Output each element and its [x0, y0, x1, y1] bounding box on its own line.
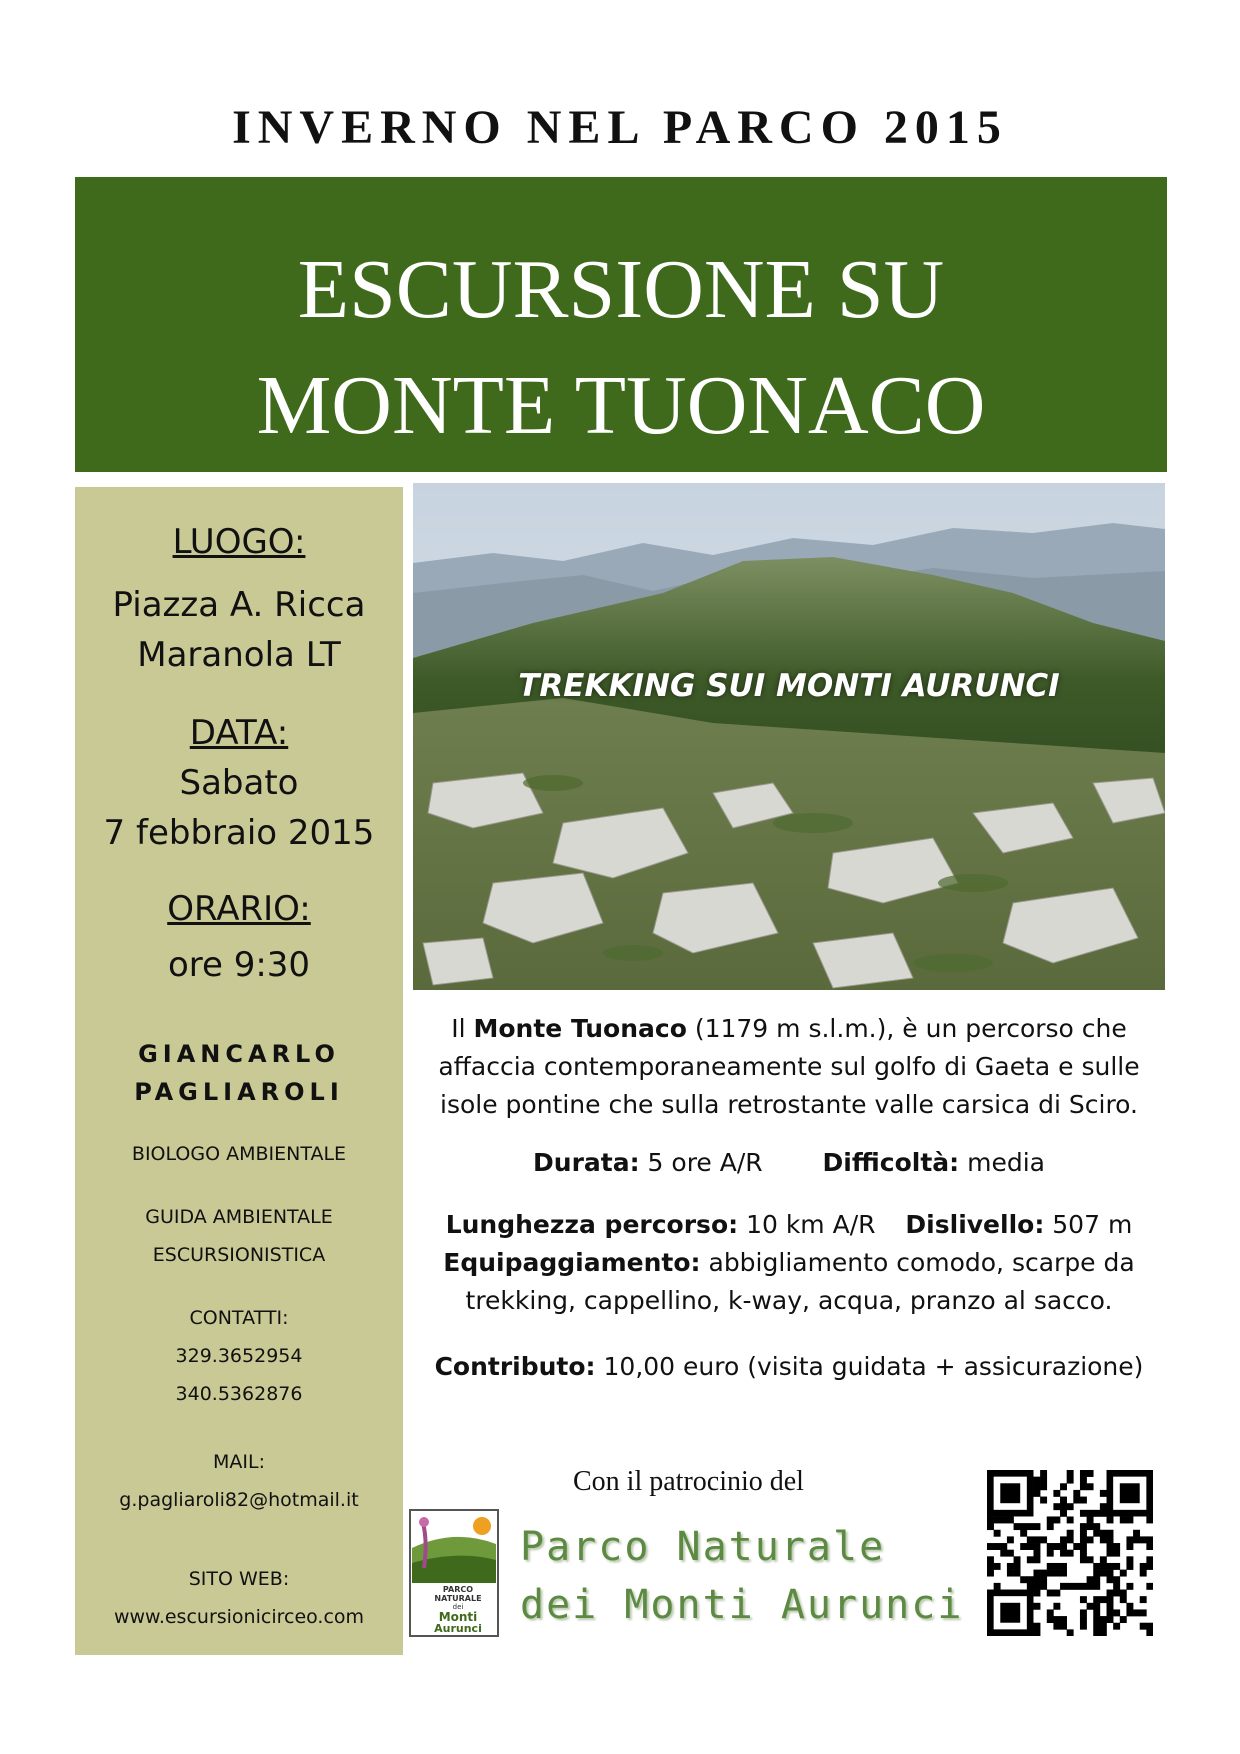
lunghezza-label: Lunghezza percorso:	[445, 1210, 739, 1239]
contributo-value: 10,00 euro (visita guidata + assicurazione)	[595, 1352, 1144, 1381]
park-logo-icon	[408, 1508, 500, 1638]
guide-name-line2: PAGLIAROLI	[134, 1078, 344, 1106]
phone-1[interactable]: 329.3652954	[175, 1345, 303, 1367]
qr-code-icon	[987, 1470, 1153, 1636]
orario-value: ore 9:30	[167, 945, 311, 985]
landscape-photo	[413, 483, 1165, 990]
difficolta-label: Difficoltà:	[822, 1148, 960, 1177]
dislivello-value: 507 m	[1044, 1210, 1133, 1239]
equipaggiamento-label: Equipaggiamento:	[443, 1248, 701, 1277]
mail-block	[75, 1443, 403, 1519]
web-block	[75, 1560, 403, 1636]
park-name	[520, 1518, 963, 1634]
contributo-line	[413, 1352, 1165, 1381]
data-label: DATA:	[189, 713, 289, 753]
photo-caption: TREKKING SUI MONTI AURUNCI	[518, 668, 1060, 704]
intro-line1: Il Monte Tuonaco (1179 m s.l.m.), è un percorso che	[451, 1014, 1127, 1043]
orario-label: ORARIO:	[167, 889, 311, 929]
top-title: INVERNO NEL PARCO 2015	[232, 101, 1008, 154]
logo-line2: NATURALE	[434, 1594, 482, 1603]
mail-link[interactable]: g.pagliaroli82@hotmail.it	[119, 1489, 359, 1511]
phone-2[interactable]: 340.5362876	[175, 1383, 303, 1405]
dislivello-label: Dislivello:	[905, 1210, 1045, 1239]
luogo-value	[75, 580, 403, 680]
data-line1: Sabato	[179, 763, 299, 803]
guide-name-line1: GIANCARLO	[138, 1040, 340, 1068]
web-label: SITO WEB:	[188, 1568, 290, 1590]
equipaggiamento-line2: trekking, cappellino, k-way, acqua, pranzo al sacco.	[465, 1286, 1113, 1315]
role-guida-line1: GUIDA AMBIENTALE	[145, 1206, 333, 1228]
contatti-label: CONTATTI:	[189, 1307, 289, 1329]
mail-label: MAIL:	[213, 1451, 265, 1473]
mountain-illustration	[413, 483, 1165, 990]
role-biologo: BIOLOGO AMBIENTALE	[131, 1143, 347, 1165]
contributo-label: Contributo:	[434, 1352, 596, 1381]
data-line2: 7 febbraio 2015	[103, 813, 375, 853]
main-title-line2: MONTE TUONACO	[256, 359, 986, 452]
lunghezza-line	[413, 1206, 1165, 1244]
contacts	[75, 1299, 403, 1413]
luogo-label: LUOGO:	[172, 522, 306, 562]
park-name-line1: Parco Naturale	[520, 1524, 886, 1570]
logo-line4: Monti	[438, 1610, 478, 1624]
data-value	[75, 758, 403, 858]
park-name-line2: dei Monti Aurunci	[520, 1582, 964, 1628]
main-title-line1: ESCURSIONE SU	[297, 243, 945, 336]
lunghezza-value: 10 km A/R	[738, 1210, 876, 1239]
qr-code[interactable]	[987, 1470, 1153, 1636]
patronage-text: Con il patrocinio del	[573, 1466, 804, 1497]
details-block	[413, 1206, 1165, 1320]
difficolta-value: media	[959, 1148, 1045, 1177]
logo-line1: PARCO	[442, 1585, 474, 1594]
role-guida-line2: ESCURSIONISTICA	[152, 1244, 326, 1266]
park-logo	[408, 1508, 500, 1638]
luogo-line1: Piazza A. Ricca	[112, 585, 366, 625]
durata-difficolta-line	[413, 1148, 1165, 1177]
logo-line5: Aurunci	[434, 1622, 482, 1635]
web-link[interactable]: www.escursionicirceo.com	[113, 1606, 365, 1628]
mountain-name: Monte Tuonaco	[473, 1014, 687, 1043]
intro-paragraph	[413, 1010, 1165, 1124]
intro-line2: affaccia contemporaneamente sul golfo di Gaeta e sulle	[438, 1052, 1140, 1081]
equipaggiamento-line1: Equipaggiamento: abbigliamento comodo, scarpe da	[443, 1248, 1135, 1277]
role-guida	[75, 1198, 403, 1274]
durata-label: Durata:	[533, 1148, 640, 1177]
main-title	[75, 232, 1167, 464]
guide-name	[75, 1035, 403, 1111]
logo-line3: dei	[452, 1603, 464, 1611]
durata-value: 5 ore A/R	[639, 1148, 763, 1177]
luogo-line2: Maranola LT	[137, 635, 341, 675]
intro-line3: isole pontine che sulla retrostante valle carsica di Sciro.	[440, 1090, 1138, 1119]
